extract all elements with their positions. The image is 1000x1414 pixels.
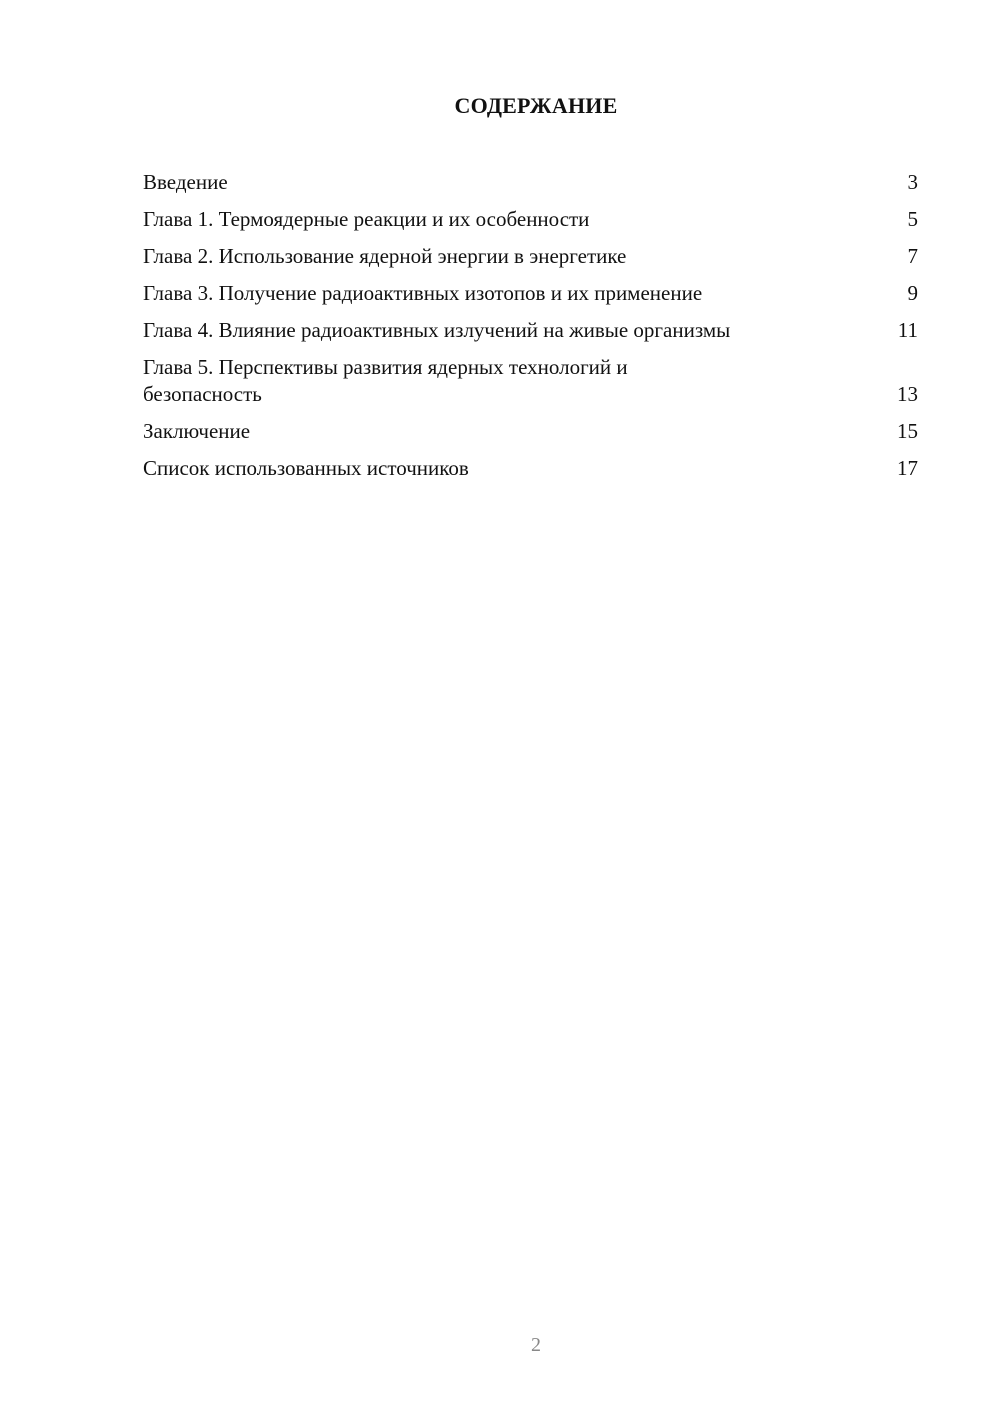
toc-entry-label: Заключение (143, 419, 251, 443)
table-of-contents (143, 169, 918, 492)
toc-entry-chapter-1 (143, 206, 918, 233)
toc-entry-page: 9 (907, 281, 918, 305)
toc-entry-conclusion (143, 418, 918, 445)
toc-entry-page: 11 (897, 318, 918, 342)
toc-entry-label: Глава 5. Перспективы развития ядерных технологий и безопасность (143, 355, 628, 406)
toc-entry-chapter-4 (143, 317, 918, 344)
toc-entry-page: 13 (897, 382, 918, 406)
toc-entry-chapter-3 (143, 280, 918, 307)
toc-entry-chapter-5 (143, 354, 918, 408)
toc-entry-page: 3 (907, 170, 918, 194)
toc-entry-label: Глава 2. Использование ядерной энергии в энергетике (143, 244, 627, 268)
toc-entry-label: Глава 3. Получение радиоактивных изотопов и их применение (143, 281, 703, 305)
page-number: 2 (531, 1334, 541, 1356)
toc-entry-label: Глава 1. Термоядерные реакции и их особенности (143, 207, 590, 231)
toc-entry-label: Глава 4. Влияние радиоактивных излучений на живые организмы (143, 318, 731, 342)
page-title: СОДЕРЖАНИЕ (454, 93, 618, 118)
toc-entry-page: 7 (907, 244, 918, 268)
toc-entry-page: 15 (897, 419, 918, 443)
toc-entry-label: Введение (143, 170, 228, 194)
toc-entry-chapter-2 (143, 243, 918, 270)
toc-entry-page: 5 (907, 207, 918, 231)
toc-entry-references (143, 455, 918, 482)
toc-entry-introduction (143, 169, 918, 196)
toc-entry-label: Список использованных источников (143, 456, 469, 480)
toc-entry-page: 17 (897, 456, 918, 480)
